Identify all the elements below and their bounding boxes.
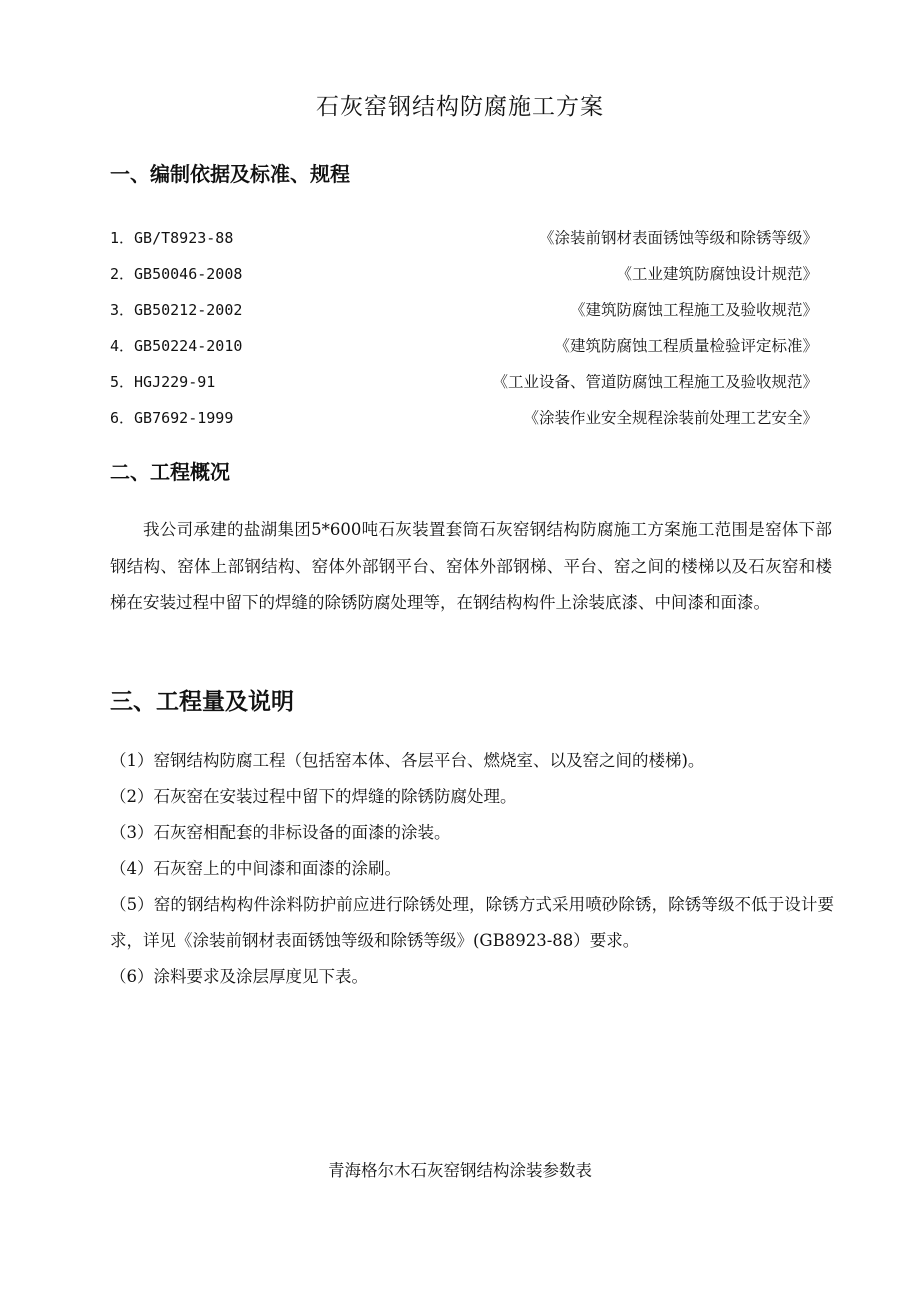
standard-code: 2．GB50046-2008 [110,264,243,283]
table-caption: 青海格尔木石灰窑钢结构涂装参数表 [328,1161,592,1180]
section-heading-quantities: 三、工程量及说明 [110,689,294,715]
overview-paragraph: 我公司承建的盐湖集团5*600吨石灰装置套筒石灰窑钢结构防腐施工方案施工范围是窑体下部钢结构、窑体上部钢结构、窑体外部钢平台、窑体外部钢梯、平台、窑之间的楼梯以及石灰窑和楼梯在安装过程中留下的焊缝的除锈防腐处理等，在钢结构构件上涂装底漆、中间漆和面漆。 [110,520,832,612]
standard-name: 《涂装作业安全规程涂装前处理工艺安全》 [523,409,818,427]
standard-name: 《涂装前钢材表面锈蚀等级和除锈等级》 [538,229,818,247]
standard-code: 5．HGJ229-91 [110,372,216,391]
standard-item [110,327,818,363]
standard-name: 《工业建筑防腐蚀设计规范》 [616,265,818,283]
standard-item [110,363,818,399]
list-item: （4）石灰窑上的中间漆和面漆的涂刷。 [110,859,401,878]
standard-item [110,291,818,327]
standards-list [110,219,818,435]
section-heading-standards: 一、编制依据及标准、规程 [110,162,350,186]
document-title: 石灰窑钢结构防腐施工方案 [316,94,604,120]
standard-item [110,399,818,435]
list-item: （5）窑的钢结构构件涂料防护前应进行除锈处理，除锈方式采用喷砂除锈，除锈等级不低于设计要求，详见《涂装前钢材表面锈蚀等级和除锈等级》(GB8923-88）要求。 [110,895,834,950]
standard-name: 《建筑防腐蚀工程质量检验评定标准》 [554,337,818,355]
standard-item [110,219,818,255]
standard-code: 4．GB50224-2010 [110,336,243,355]
standard-item [110,255,818,291]
standard-code: 1．GB/T8923-88 [110,228,234,247]
section-heading-overview: 二、工程概况 [110,460,230,484]
standard-code: 3．GB50212-2002 [110,300,243,319]
list-item: （6）涂料要求及涂层厚度见下表。 [110,967,368,986]
standard-name: 《建筑防腐蚀工程施工及验收规范》 [569,301,818,319]
standard-name: 《工业设备、管道防腐蚀工程施工及验收规范》 [492,373,818,391]
list-item: （3）石灰窑相配套的非标设备的面漆的涂装。 [110,823,451,842]
list-item: （1）窑钢结构防腐工程（包括窑本体、各层平台、燃烧室、以及窑之间的楼梯)。 [110,751,705,770]
list-item: （2）石灰窑在安装过程中留下的焊缝的除锈防腐处理。 [110,787,517,806]
standard-code: 6．GB7692-1999 [110,408,234,427]
quantities-list [110,743,834,995]
